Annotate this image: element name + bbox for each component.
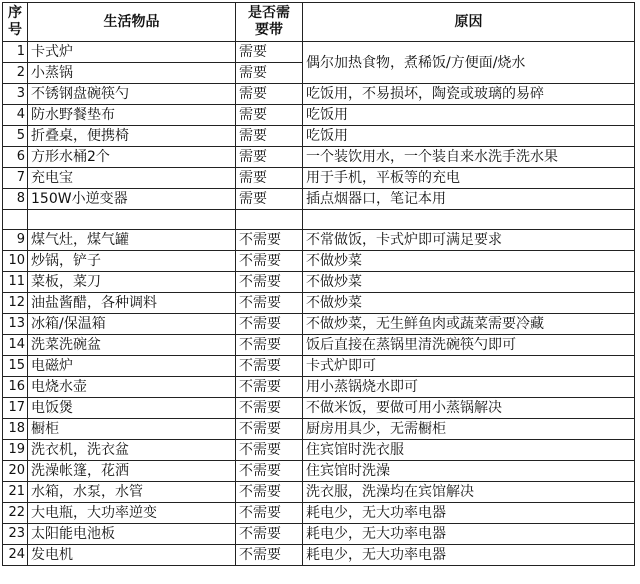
need-value: 不需要 xyxy=(236,314,303,335)
need-value: 需要 xyxy=(236,105,303,126)
row-number: 21 xyxy=(3,482,28,503)
row-number: 16 xyxy=(3,377,28,398)
item-name: 洗衣机，洗衣盆 xyxy=(28,440,236,461)
need-value: 不需要 xyxy=(236,272,303,293)
row-number: 6 xyxy=(3,147,28,168)
table-row xyxy=(3,189,635,210)
item-name: 冰箱/保温箱 xyxy=(28,314,236,335)
row-number: 14 xyxy=(3,335,28,356)
row-number: 4 xyxy=(3,105,28,126)
row-number: 9 xyxy=(3,230,28,251)
reason-text: 不做炒菜 xyxy=(303,251,635,272)
need-value: 不需要 xyxy=(236,461,303,482)
table-row xyxy=(3,314,635,335)
reason-text: 厨房用具少，无需橱柜 xyxy=(303,419,635,440)
reason-text: 吃饭用 xyxy=(303,126,635,147)
need-value: 需要 xyxy=(236,63,303,84)
header-item: 生活物品 xyxy=(28,3,236,42)
table-row xyxy=(3,42,635,63)
header-row xyxy=(3,3,635,42)
table-row xyxy=(3,293,635,314)
reason-text: 吃饭用，不易损坏，陶瓷或玻璃的易碎 xyxy=(303,84,635,105)
need-value: 不需要 xyxy=(236,545,303,566)
row-number: 19 xyxy=(3,440,28,461)
need-value: 不需要 xyxy=(236,482,303,503)
reason-text: 不做炒菜，无生鲜鱼肉或蔬菜需要冷藏 xyxy=(303,314,635,335)
row-number: 23 xyxy=(3,524,28,545)
header-reason: 原因 xyxy=(303,3,635,42)
reason-text: 一个装饮用水，一个装自来水洗手洗水果 xyxy=(303,147,635,168)
table-row xyxy=(3,168,635,189)
empty-row xyxy=(3,210,635,230)
need-value: 不需要 xyxy=(236,335,303,356)
need-value: 不需要 xyxy=(236,398,303,419)
item-name: 炒锅，铲子 xyxy=(28,251,236,272)
empty-cell xyxy=(303,210,635,230)
need-value: 不需要 xyxy=(236,230,303,251)
table-row xyxy=(3,272,635,293)
reason-text: 住宾馆时洗衣服 xyxy=(303,440,635,461)
reason-text: 耗电少，无大功率电器 xyxy=(303,545,635,566)
item-name: 电磁炉 xyxy=(28,356,236,377)
row-number: 3 xyxy=(3,84,28,105)
packing-table xyxy=(2,2,635,566)
table-row xyxy=(3,356,635,377)
reason-text: 用于手机，平板等的充电 xyxy=(303,168,635,189)
row-number: 17 xyxy=(3,398,28,419)
item-name: 煤气灶，煤气罐 xyxy=(28,230,236,251)
table-row xyxy=(3,230,635,251)
item-name: 150W小逆变器 xyxy=(28,189,236,210)
need-value: 不需要 xyxy=(236,356,303,377)
table-row xyxy=(3,147,635,168)
table-row xyxy=(3,105,635,126)
table-row xyxy=(3,440,635,461)
reason-text: 不做炒菜 xyxy=(303,272,635,293)
item-name: 不锈钢盘碗筷勺 xyxy=(28,84,236,105)
merged-reason: 偶尔加热食物，煮稀饭/方便面/烧水 xyxy=(303,42,635,84)
item-name: 防水野餐垫布 xyxy=(28,105,236,126)
need-value: 不需要 xyxy=(236,377,303,398)
empty-cell xyxy=(3,210,28,230)
reason-text: 不常做饭，卡式炉即可满足要求 xyxy=(303,230,635,251)
item-name: 橱柜 xyxy=(28,419,236,440)
need-value: 不需要 xyxy=(236,524,303,545)
table-row xyxy=(3,482,635,503)
empty-cell xyxy=(236,210,303,230)
row-number: 13 xyxy=(3,314,28,335)
table-row xyxy=(3,524,635,545)
row-number: 7 xyxy=(3,168,28,189)
item-name: 电烧水壶 xyxy=(28,377,236,398)
item-name: 折叠桌，便携椅 xyxy=(28,126,236,147)
reason-text: 不做米饭，要做可用小蒸锅解决 xyxy=(303,398,635,419)
need-value: 需要 xyxy=(236,126,303,147)
reason-text: 住宾馆时洗澡 xyxy=(303,461,635,482)
table-row xyxy=(3,84,635,105)
item-name: 大电瓶，大功率逆变 xyxy=(28,503,236,524)
empty-cell xyxy=(28,210,236,230)
need-value: 不需要 xyxy=(236,419,303,440)
need-value: 不需要 xyxy=(236,293,303,314)
need-value: 不需要 xyxy=(236,503,303,524)
item-name: 小蒸锅 xyxy=(28,63,236,84)
need-value: 需要 xyxy=(236,168,303,189)
need-value: 不需要 xyxy=(236,440,303,461)
table-row xyxy=(3,335,635,356)
item-name: 方形水桶2个 xyxy=(28,147,236,168)
need-value: 需要 xyxy=(236,147,303,168)
need-value: 需要 xyxy=(236,84,303,105)
row-number: 11 xyxy=(3,272,28,293)
row-number: 18 xyxy=(3,419,28,440)
reason-text: 耗电少，无大功率电器 xyxy=(303,524,635,545)
item-name: 充电宝 xyxy=(28,168,236,189)
table-row xyxy=(3,251,635,272)
table-row xyxy=(3,398,635,419)
item-name: 电饭煲 xyxy=(28,398,236,419)
reason-text: 耗电少，无大功率电器 xyxy=(303,503,635,524)
row-number: 8 xyxy=(3,189,28,210)
table-row xyxy=(3,126,635,147)
need-value: 不需要 xyxy=(236,251,303,272)
item-name: 水箱，水泵，水管 xyxy=(28,482,236,503)
table-row xyxy=(3,545,635,566)
item-name: 发电机 xyxy=(28,545,236,566)
need-value: 需要 xyxy=(236,42,303,63)
item-name: 卡式炉 xyxy=(28,42,236,63)
header-no: 序号 xyxy=(3,3,28,42)
reason-text: 吃饭用 xyxy=(303,105,635,126)
row-number: 22 xyxy=(3,503,28,524)
table-row xyxy=(3,503,635,524)
reason-text: 不做炒菜 xyxy=(303,293,635,314)
reason-text: 插点烟器口，笔记本用 xyxy=(303,189,635,210)
item-name: 洗菜洗碗盆 xyxy=(28,335,236,356)
item-name: 菜板，菜刀 xyxy=(28,272,236,293)
item-name: 油盐酱醋，各种调料 xyxy=(28,293,236,314)
row-number: 15 xyxy=(3,356,28,377)
reason-text: 用小蒸锅烧水即可 xyxy=(303,377,635,398)
row-number: 12 xyxy=(3,293,28,314)
row-number: 10 xyxy=(3,251,28,272)
header-need: 是否需要带 xyxy=(236,3,303,42)
row-number: 1 xyxy=(3,42,28,63)
table-row xyxy=(3,461,635,482)
reason-text: 饭后直接在蒸锅里清洗碗筷勺即可 xyxy=(303,335,635,356)
reason-text: 卡式炉即可 xyxy=(303,356,635,377)
row-number: 5 xyxy=(3,126,28,147)
row-number: 24 xyxy=(3,545,28,566)
item-name: 太阳能电池板 xyxy=(28,524,236,545)
row-number: 2 xyxy=(3,63,28,84)
item-name: 洗澡帐篷，花洒 xyxy=(28,461,236,482)
table-row xyxy=(3,377,635,398)
row-number: 20 xyxy=(3,461,28,482)
need-value: 需要 xyxy=(236,189,303,210)
table-row xyxy=(3,419,635,440)
reason-text: 洗衣服，洗澡均在宾馆解决 xyxy=(303,482,635,503)
